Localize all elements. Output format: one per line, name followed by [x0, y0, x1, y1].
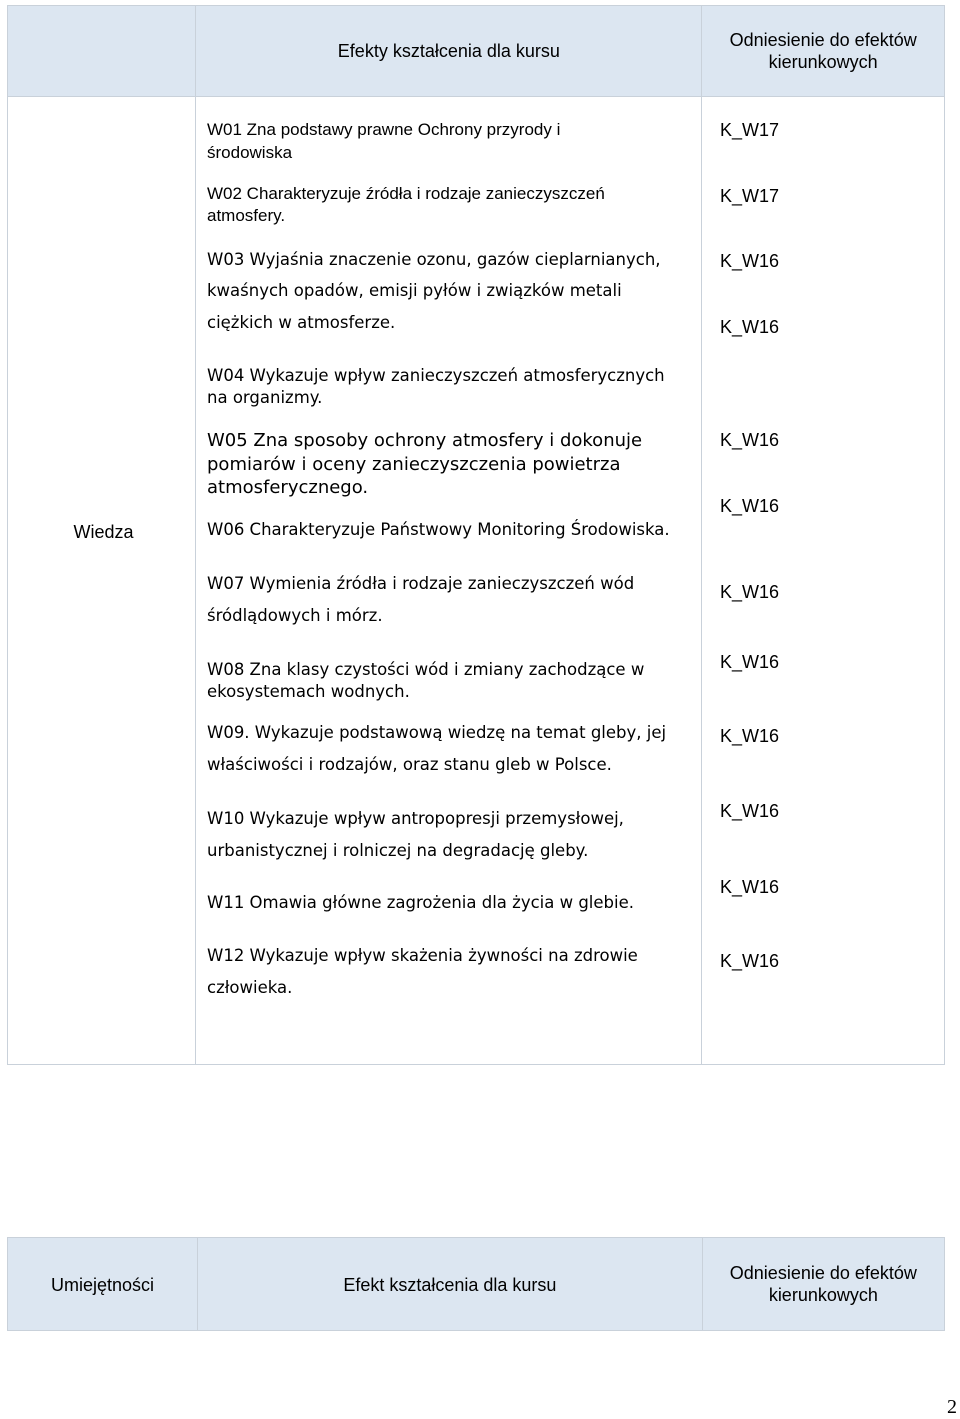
skills-category-header: Umiejętności — [8, 1238, 198, 1331]
header-reference-label: Odniesienie do efektów kierunkowych — [729, 30, 917, 72]
effect-w05-line3: atmosferycznego. — [207, 477, 369, 498]
effect-w11-line1: W11 Omawia główne zagrożenia dla życia w glebie. — [207, 893, 634, 912]
effect-w04-line2: na organizmy. — [207, 388, 323, 407]
effect-w03-line2: kwaśnych opadów, emisji pyłów i związków metali — [207, 281, 622, 300]
code-w08: K_W16 — [720, 652, 780, 672]
effect-w08-line2: ekosystemach wodnych. — [207, 682, 410, 701]
effect-w09-line1: W09. Wykazuje podstawową wiedzę na temat gleby, jej — [207, 723, 667, 742]
effect-w02-line1: W02 Charakteryzuje źródła i rodzaje zanieczyszczeń — [207, 184, 605, 203]
code-w11: K_W16 — [720, 877, 780, 897]
page-number: 2 — [947, 1396, 957, 1418]
effect-w07-line2: śródlądowych i mórz. — [207, 606, 383, 625]
effect-w02-line2: atmosfery. — [207, 206, 286, 225]
effect-w10-line2: urbanistycznej i rolniczej na degradację gleby. — [207, 841, 589, 860]
code-w05: K_W16 — [720, 430, 780, 450]
category-label: Wiedza — [73, 522, 134, 542]
codes-cell — [702, 97, 945, 1065]
effect-w12-line2: człowieka. — [207, 978, 293, 997]
header-empty-cell — [8, 6, 196, 97]
effect-w04-line1: W04 Wykazuje wpływ zanieczyszczeń atmosferycznych — [207, 366, 665, 385]
effect-w03-line3: ciężkich w atmosferze. — [207, 313, 396, 332]
effect-w01-line2: środowiska — [207, 143, 293, 162]
header-effects: Efekty kształcenia dla kursu — [196, 6, 702, 97]
code-w04: K_W16 — [720, 317, 780, 337]
effect-w09-line2: właściwości i rodzajów, oraz stanu gleb w Polsce. — [207, 755, 612, 774]
effect-w06-line1: W06 Charakteryzuje Państwowy Monitoring Środowiska. — [207, 520, 670, 539]
code-w12: K_W16 — [720, 951, 780, 971]
effect-w07-line1: W07 Wymienia źródła i rodzaje zanieczyszczeń wód — [207, 574, 635, 593]
effect-w01-line1: W01 Zna podstawy prawne Ochrony przyrody i — [207, 120, 561, 139]
effect-w05-line2: pomiarów i oceny zanieczyszczenia powietrza — [207, 454, 621, 475]
code-w01: K_W17 — [720, 120, 780, 140]
code-w09: K_W16 — [720, 726, 780, 746]
code-w07: K_W16 — [720, 582, 780, 602]
effect-w03-line1: W03 Wyjaśnia znaczenie ozonu, gazów cieplarnianych, — [207, 250, 661, 269]
skills-reference-label: Odniesienie do efektów kierunkowych — [729, 1263, 917, 1305]
header-reference — [702, 6, 945, 97]
effect-w05-line1: W05 Zna sposoby ochrony atmosfery i dokonuje — [207, 430, 643, 451]
category-cell — [8, 97, 196, 1065]
skills-header-row — [8, 1238, 945, 1331]
skills-reference-header — [702, 1238, 944, 1331]
effect-w10-line1: W10 Wykazuje wpływ antropopresji przemysłowej, — [207, 809, 624, 828]
effect-w08-line1: W08 Zna klasy czystości wód i zmiany zachodzące w — [207, 660, 645, 679]
code-w10: K_W16 — [720, 801, 780, 821]
skills-effects-header: Efekt kształcenia dla kursu — [198, 1238, 703, 1331]
code-w03: K_W16 — [720, 251, 780, 271]
code-w06: K_W16 — [720, 496, 780, 516]
code-w02: K_W17 — [720, 186, 780, 206]
skills-table — [7, 1237, 945, 1331]
effect-w12-line1: W12 Wykazuje wpływ skażenia żywności na zdrowie — [207, 946, 638, 965]
header-row — [8, 6, 945, 97]
